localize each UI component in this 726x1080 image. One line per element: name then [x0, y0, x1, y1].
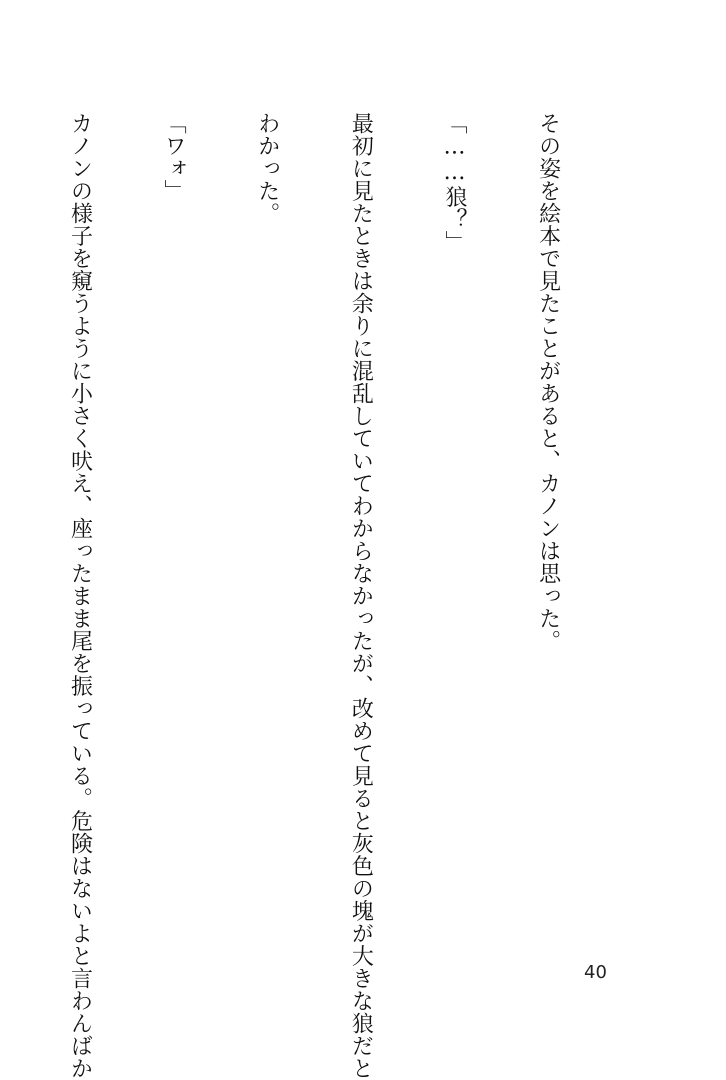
text-line: わかった。: [254, 112, 280, 225]
page-number: 40: [584, 962, 607, 983]
text-line: 「……狼？」: [441, 112, 467, 253]
text-line: 「ワォ」: [161, 112, 187, 202]
text-line: [0, 112, 2, 932]
text-line: その姿を絵本で見たことがあると、カノンは思った。: [535, 112, 561, 652]
text-line: 最初に見たときは余りに混乱していてわからなかったが、改めて見ると灰色の塊が大きな狼だと: [348, 112, 374, 1080]
text-line: カノンの様子を窺うように小さく吠え、座ったまま尾を振っている。危険はないよと言わんばか: [67, 112, 93, 1080]
